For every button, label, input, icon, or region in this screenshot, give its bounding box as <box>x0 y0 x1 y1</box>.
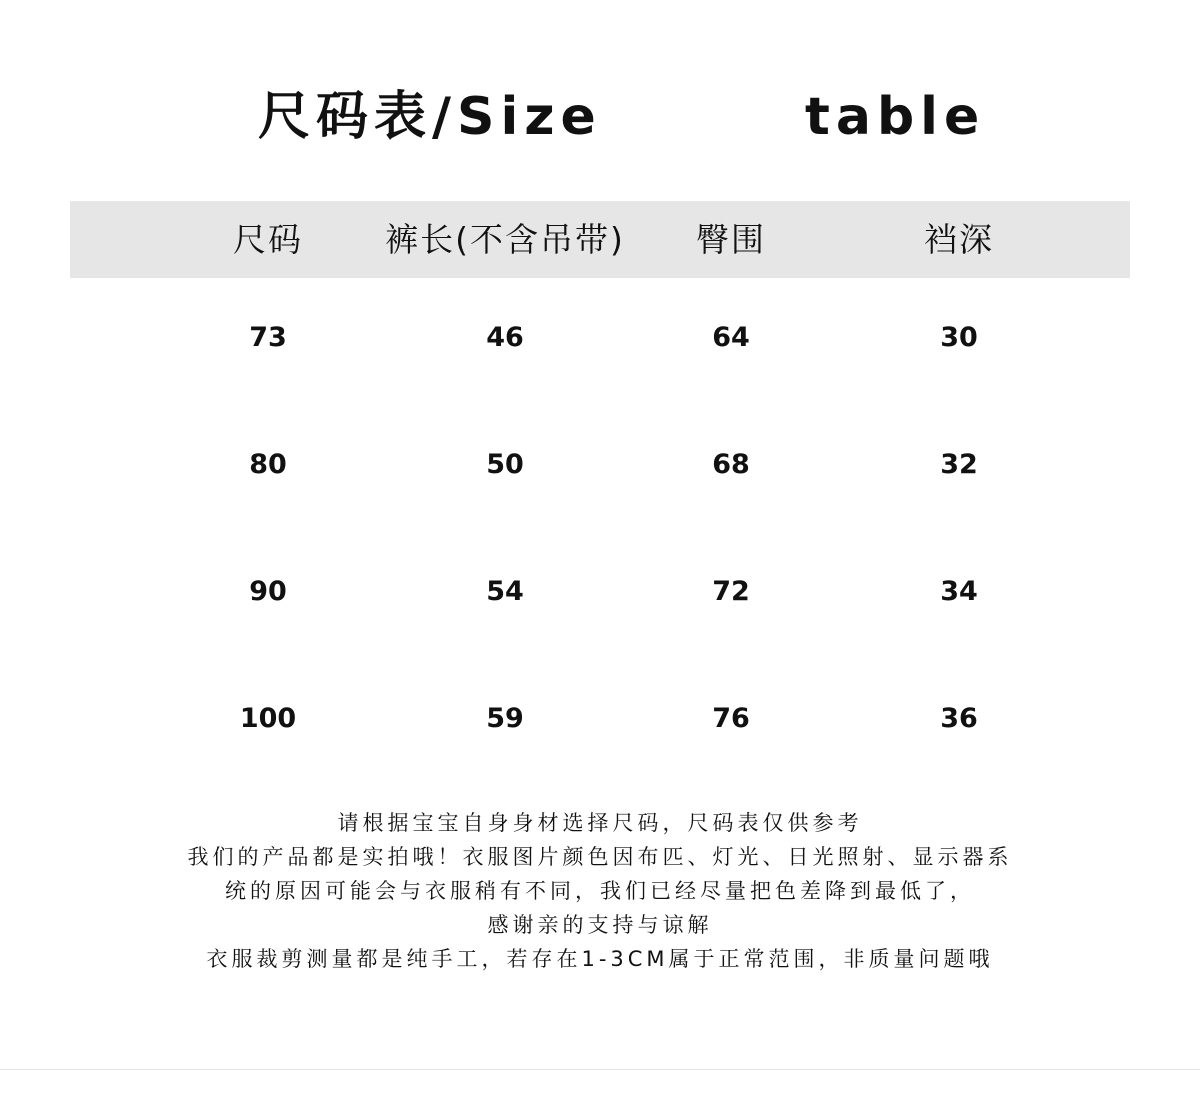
cell-crotch-depth: 36 <box>940 703 978 734</box>
notes-block <box>0 806 1200 976</box>
cell-crotch-depth: 30 <box>940 322 978 353</box>
note-line: 感谢亲的支持与谅解 <box>487 913 713 937</box>
cell-hip: 68 <box>712 449 750 480</box>
header-crotch-depth: 裆深 <box>924 220 994 259</box>
title-right: table <box>805 87 986 147</box>
cell-pants-length: 59 <box>486 703 524 734</box>
cell-size: 80 <box>249 449 287 480</box>
header-size: 尺码 <box>233 220 303 259</box>
table-row <box>0 435 1200 495</box>
header-pants-length: 裤长(不含吊带) <box>385 220 625 259</box>
title-left: 尺码表/Size <box>258 87 602 147</box>
cell-pants-length: 46 <box>486 322 524 353</box>
table-row <box>0 308 1200 368</box>
cell-hip: 72 <box>712 576 750 607</box>
cell-hip: 64 <box>712 322 750 353</box>
note-line: 衣服裁剪测量都是纯手工，若存在1-3CM属于正常范围，非质量问题哦 <box>206 947 994 971</box>
cell-pants-length: 50 <box>486 449 524 480</box>
cell-crotch-depth: 32 <box>940 449 978 480</box>
cell-size: 73 <box>249 322 287 353</box>
cell-hip: 76 <box>712 703 750 734</box>
note-line: 请根据宝宝自身身材选择尺码，尺码表仅供参考 <box>337 811 863 835</box>
header-hip: 臀围 <box>696 220 766 259</box>
table-row <box>0 689 1200 749</box>
note-line: 我们的产品都是实拍哦！衣服图片颜色因布匹、灯光、日光照射、显示器系 <box>187 845 1013 869</box>
table-header-row <box>70 201 1130 278</box>
page-title <box>0 82 1200 152</box>
table-row <box>0 562 1200 622</box>
note-line: 统的原因可能会与衣服稍有不同，我们已经尽量把色差降到最低了， <box>225 879 975 903</box>
bottom-divider <box>0 1069 1200 1070</box>
cell-size: 100 <box>239 703 297 734</box>
cell-size: 90 <box>249 576 287 607</box>
cell-crotch-depth: 34 <box>940 576 978 607</box>
cell-pants-length: 54 <box>486 576 524 607</box>
